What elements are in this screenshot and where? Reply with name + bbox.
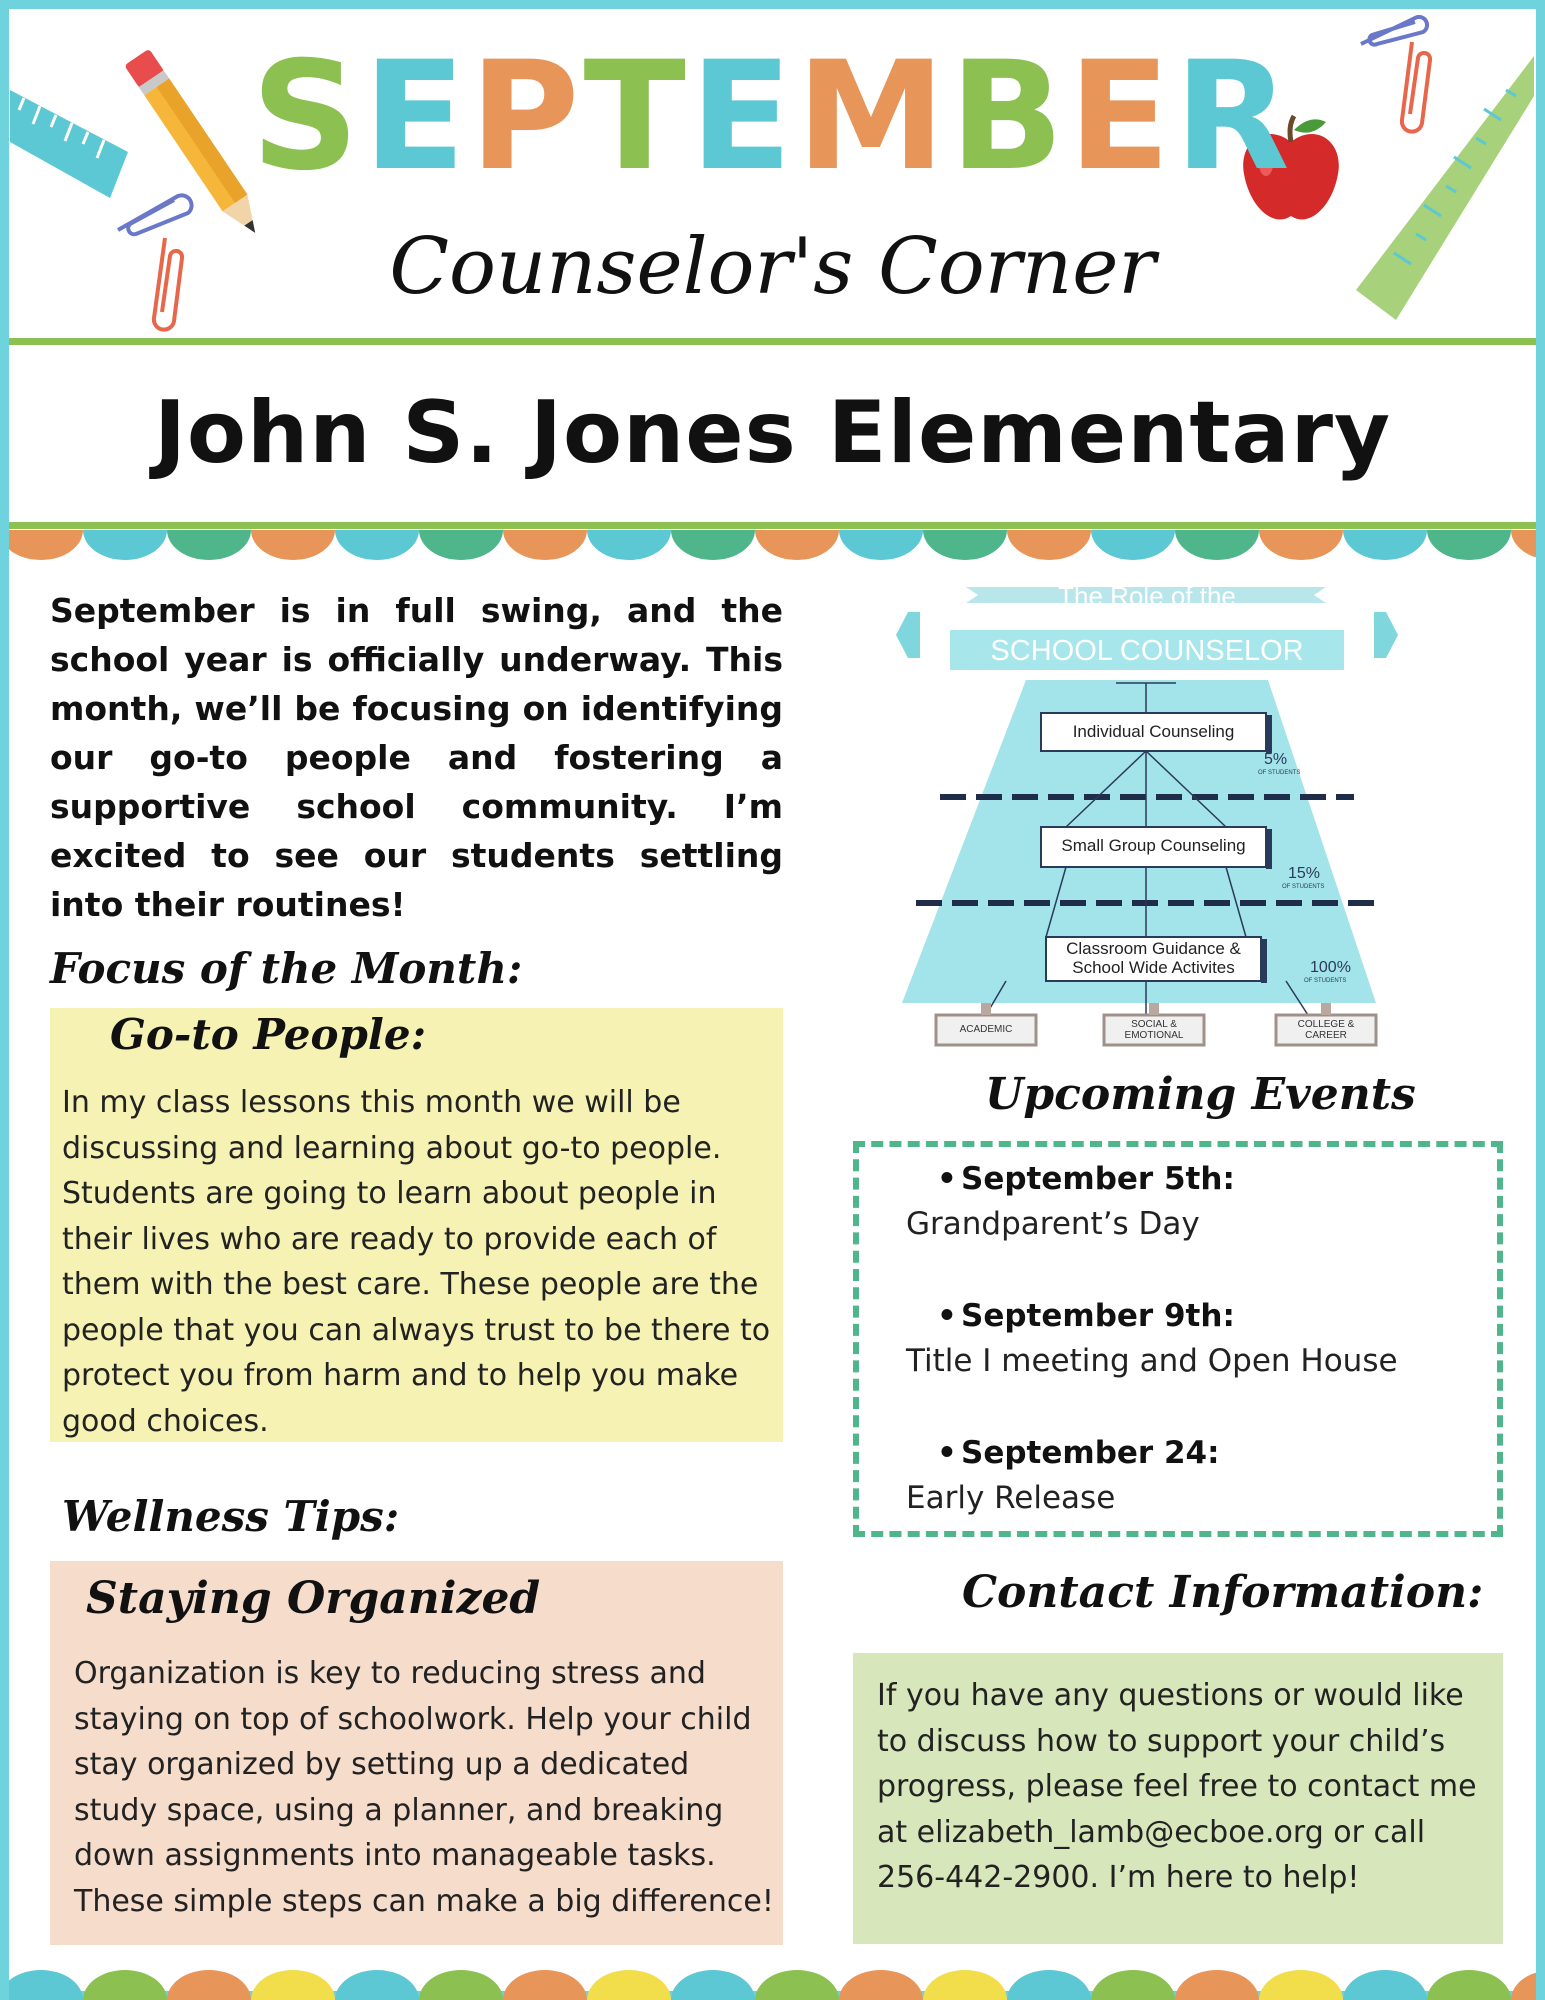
scallop xyxy=(419,530,503,560)
month-letter: E xyxy=(363,30,470,204)
diagram-tier-sub: OF STUDENTS xyxy=(1304,978,1347,984)
diagram-banner: SCHOOL COUNSELOR xyxy=(990,635,1304,667)
divider-line xyxy=(9,522,1536,529)
scallop xyxy=(1175,1970,1259,2000)
scallop xyxy=(671,530,755,560)
scallop xyxy=(1175,530,1259,560)
month-letter: B xyxy=(949,30,1068,204)
scallop xyxy=(83,530,167,560)
scallop xyxy=(9,530,83,560)
focus-text: In my class lessons this month we will be discussing and learning about go-to people. Students are going to learn about people in their lives who are ready to provide each of them with the best care. These people are the people that you can always trust to be there to protect you from harm and to help you make good choices. xyxy=(62,1085,771,1439)
diagram-tier-sub: OF STUDENTS xyxy=(1282,884,1325,890)
focus-heading: Focus of the Month: xyxy=(50,944,523,993)
contact-heading: Contact Information: xyxy=(962,1567,1484,1618)
wellness-heading: Wellness Tips: xyxy=(62,1492,400,1541)
event-date: September 9th: xyxy=(961,1298,1235,1334)
scallop xyxy=(335,1970,419,2000)
month-letter: T xyxy=(583,30,690,204)
event-description: Title I meeting and Open House xyxy=(906,1343,1398,1379)
diagram-tier-percent: 100% xyxy=(1310,959,1351,976)
wellness-box xyxy=(50,1561,783,1945)
scallop xyxy=(839,1970,923,2000)
month-title xyxy=(0,30,1545,204)
contact-box xyxy=(853,1653,1503,1944)
diagram-tier-sub: OF STUDENTS xyxy=(1258,770,1301,776)
intro-paragraph: September is in full swing, and the school year is officially underway. This month, we’ll be focusing on identifying our go-to people and fostering a supportive school community. I’m excited to see our students settling into their routines! xyxy=(50,591,783,924)
subtitle: Counselor's Corner xyxy=(389,222,1156,312)
scallop xyxy=(755,1970,839,2000)
scallop xyxy=(1343,530,1427,560)
scallop xyxy=(1427,530,1511,560)
month-letter: S xyxy=(251,30,364,204)
scallop xyxy=(419,1970,503,2000)
scallop xyxy=(755,530,839,560)
diagram-tier-label: Individual Counseling xyxy=(1072,722,1235,741)
month-letter: M xyxy=(796,30,950,204)
event-description: Early Release xyxy=(906,1480,1116,1516)
scallop xyxy=(1259,1970,1343,2000)
bullet-icon: • xyxy=(937,1298,957,1334)
scallop xyxy=(167,1970,251,2000)
event-date: September 5th: xyxy=(961,1161,1235,1197)
scallop xyxy=(1427,1970,1511,2000)
scallop xyxy=(1091,530,1175,560)
scallop xyxy=(923,530,1007,560)
bullet-icon: • xyxy=(937,1161,957,1197)
wellness-text: Organization is key to reducing stress and staying on top of schoolwork. Help your child stay organized by setting up a dedicated study space, using a planner, and breaking down assignments into manageable tasks. These simple steps can make a big difference! xyxy=(74,1656,774,1919)
diagram-tier-percent: 15% xyxy=(1288,865,1321,882)
scallop xyxy=(1259,530,1343,560)
event-description: Grandparent’s Day xyxy=(906,1206,1200,1242)
scallop xyxy=(587,530,671,560)
focus-subheading: Go-to People: xyxy=(110,1010,427,1059)
scallop xyxy=(167,530,251,560)
scallop xyxy=(83,1970,167,2000)
wellness-subheading: Staying Organized xyxy=(86,1573,541,1624)
scallop xyxy=(503,1970,587,2000)
scallop xyxy=(1511,1970,1536,2000)
events-heading: Upcoming Events xyxy=(985,1069,1416,1120)
counselor-diagram xyxy=(896,581,1398,1047)
month-letter: E xyxy=(689,30,797,204)
diagram-tier-percent: 5% xyxy=(1264,751,1288,768)
scallop xyxy=(587,1970,671,2000)
month-letter: R xyxy=(1174,30,1294,204)
scallop xyxy=(671,1970,755,2000)
diagram-tier-label: Classroom Guidance & School Wide Activites xyxy=(1066,939,1241,977)
scallop xyxy=(251,530,335,560)
scallop-border-bottom xyxy=(9,1966,1536,2000)
focus-box xyxy=(50,1008,783,1442)
scallop-border-top xyxy=(9,530,1536,564)
divider-line xyxy=(9,338,1536,345)
school-name: John S. Jones Elementary xyxy=(153,383,1392,483)
scallop xyxy=(251,1970,335,2000)
month-letter: P xyxy=(469,30,584,204)
diagram-base-label: ACADEMIC xyxy=(959,1024,1013,1035)
diagram-top-label: The Role of the xyxy=(1058,581,1236,611)
scallop xyxy=(9,1970,83,2000)
diagram-tier-label: Small Group Counseling xyxy=(1061,836,1246,855)
bullet-icon: • xyxy=(937,1435,957,1471)
scallop xyxy=(1007,1970,1091,2000)
scallop xyxy=(335,530,419,560)
scallop xyxy=(839,530,923,560)
events-box xyxy=(853,1141,1503,1537)
contact-text: If you have any questions or would like to discuss how to support your child’s progress, please feel free to contact me at elizabeth_lamb@ecboe.org or call 256-442-2900. I’m here to help! xyxy=(877,1678,1477,1895)
month-letter: E xyxy=(1067,30,1175,204)
scallop xyxy=(1007,530,1091,560)
scallop xyxy=(1511,530,1536,560)
diagram-base-label: COLLEGE & CAREER xyxy=(1297,1019,1355,1041)
event-date: September 24: xyxy=(961,1435,1220,1471)
scallop xyxy=(1091,1970,1175,2000)
scallop xyxy=(503,530,587,560)
diagram-base-label: SOCIAL & EMOTIONAL xyxy=(1124,1019,1184,1041)
scallop xyxy=(1343,1970,1427,2000)
scallop xyxy=(923,1970,1007,2000)
